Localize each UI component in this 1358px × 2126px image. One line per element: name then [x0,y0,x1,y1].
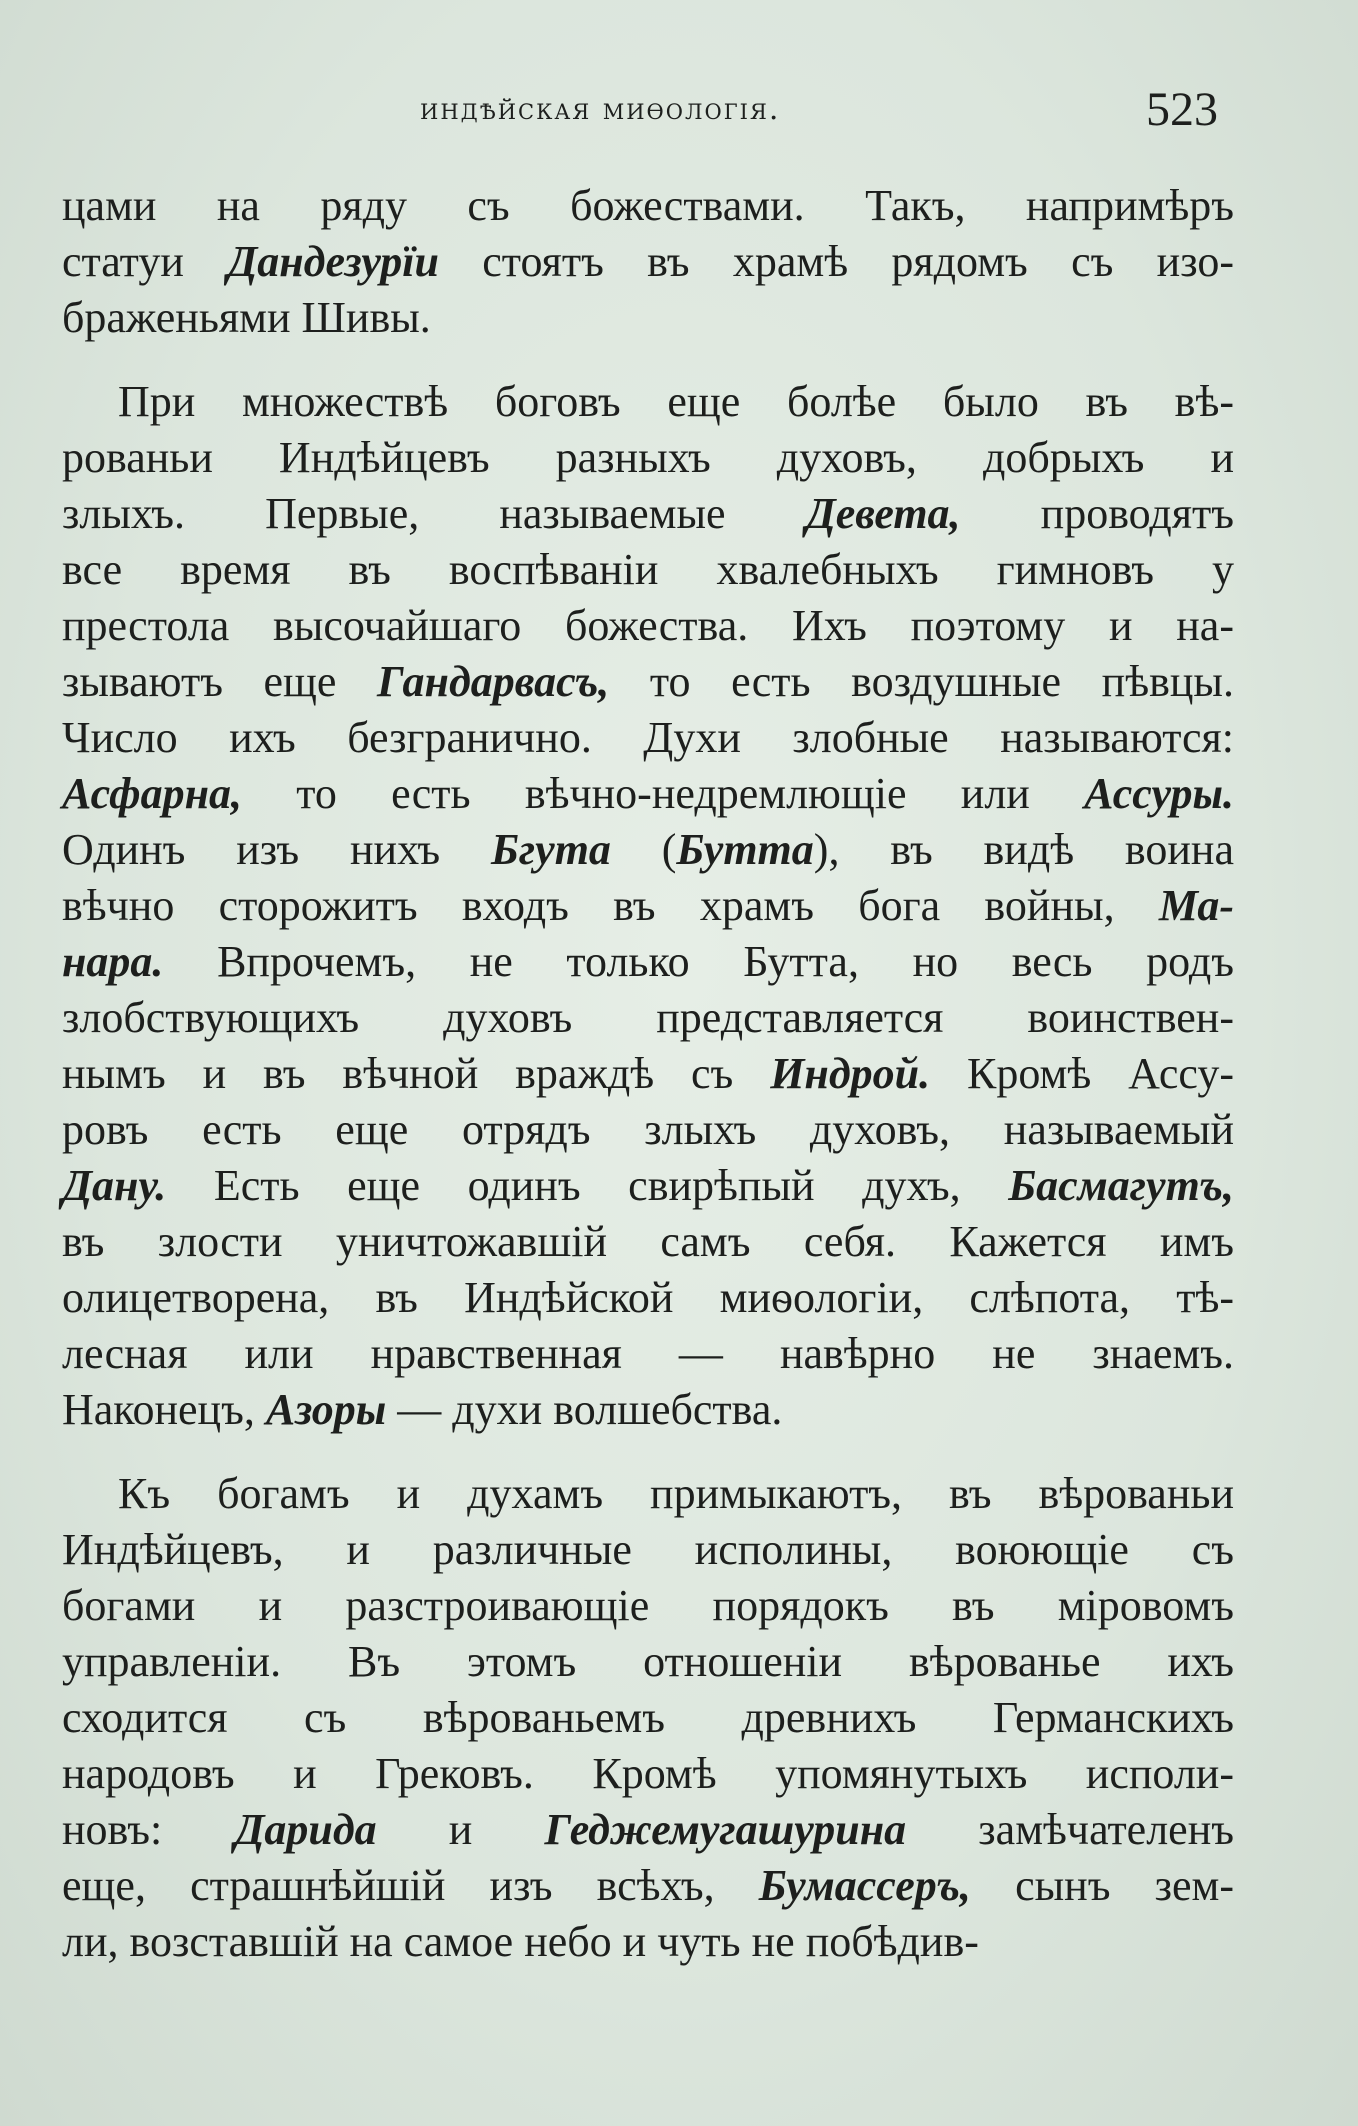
text-segment: престола высочайшаго божества. Ихъ поэтому и на- [62,601,1234,650]
text-segment: ли, возставшій на самое небо и чуть не побѣдив- [62,1917,979,1966]
text-line [62,934,1234,990]
text-line [62,822,1234,878]
text-line [62,1382,1234,1438]
running-head [0,82,1358,136]
text-segment: и [376,1805,545,1854]
emphasized-name: Ма- [1158,881,1234,930]
emphasized-name: Дандезурїи [227,237,439,286]
emphasized-name: Дану. [62,1161,167,1210]
text-line [62,654,1234,710]
emphasized-name: Гандарвасъ, [377,657,610,706]
text-segment: Къ богамъ и духамъ примыкаютъ, въ вѣрованьи [118,1469,1234,1518]
text-line [62,1214,1234,1270]
text-line [62,290,1234,346]
paragraph [62,374,1234,1438]
text-segment: злыхъ. Первые, называемые [62,489,806,538]
text-segment: Есть еще одинъ свирѣпый духъ, [166,1161,1009,1210]
paragraph [62,1466,1234,1970]
text-line [62,990,1234,1046]
text-segment: лесная или нравственная — навѣрно не знаемъ. [62,1329,1234,1378]
text-line [62,1746,1234,1802]
text-segment: замѣчателенъ [906,1805,1234,1854]
text-segment: зываютъ еще [62,657,378,706]
text-line [62,486,1234,542]
text-line [62,1466,1234,1522]
text-line [62,430,1234,486]
paragraph [62,178,1234,346]
text-segment: нымъ и въ вѣчной враждѣ съ [62,1049,771,1098]
text-segment: Наконецъ, [62,1385,266,1434]
text-segment: народовъ и Грековъ. Кромѣ упомянутыхъ исполи- [62,1749,1234,1798]
emphasized-name: Ассуры. [1084,769,1234,818]
text-segment: При множествѣ боговъ еще болѣе было въ вѣ- [118,377,1234,426]
text-segment: Впрочемъ, не только Бутта, но весь родъ [163,937,1234,986]
text-line [62,710,1234,766]
emphasized-name: нара. [62,937,164,986]
text-line [62,1046,1234,1102]
emphasized-name: Бутта [676,825,814,874]
text-segment: богами и разстроивающіе порядокъ въ міровомъ [62,1581,1234,1630]
text-segment: браженьями Шивы. [62,293,431,342]
text-line [62,1914,1234,1970]
text-line [62,1326,1234,1382]
text-line [62,542,1234,598]
text-line [62,766,1234,822]
text-segment: злобствующихъ духовъ представляется воинствен- [62,993,1234,1042]
text-line [62,234,1234,290]
page-number: 523 [1146,83,1218,136]
text-segment: цами на ряду съ божествами. Такъ, напримѣръ [62,181,1234,230]
text-line [62,1270,1234,1326]
text-segment: — духи волшебства. [386,1385,783,1434]
text-line [62,1158,1234,1214]
emphasized-name: Азоры [265,1385,387,1434]
emphasized-name: Асфарна, [62,769,243,818]
emphasized-name: Бгута [490,825,611,874]
text-line [62,598,1234,654]
text-segment: то есть воздушные пѣвцы. [609,657,1234,706]
text-line [62,878,1234,934]
text-segment: Индѣйцевъ, и различные исполины, воюющіе съ [62,1525,1234,1574]
text-segment: вѣчно сторожитъ входъ въ храмъ бога войны, [62,881,1159,930]
text-line [62,1522,1234,1578]
text-line [62,1634,1234,1690]
text-segment: сходится съ вѣрованьемъ древнихъ Германскихъ [62,1693,1234,1742]
text-segment: проводятъ [960,489,1235,538]
text-segment: все время въ воспѣваніи хвалебныхъ гимновъ у [62,545,1234,594]
text-segment: еще, страшнѣйшій изъ всѣхъ, [62,1861,759,1910]
text-segment: сынъ зем- [970,1861,1234,1910]
text-segment: рованьи Индѣйцевъ разныхъ духовъ, добрыхъ и [62,433,1234,482]
emphasized-name: Индрой. [770,1049,931,1098]
emphasized-name: Басмагутъ, [1008,1161,1234,1210]
running-title: индѣйская миѳологія. [420,92,781,127]
paragraph-gap [62,346,1234,374]
text-segment: въ злости уничтожавшій самъ себя. Кажется имъ [62,1217,1234,1266]
text-segment: Число ихъ безгранично. Духи злобные называются: [62,713,1234,762]
text-segment: ( [610,825,677,874]
emphasized-name: Бумассеръ, [758,1861,971,1910]
body-text [62,178,1234,1970]
text-segment: ), въ видѣ воина [813,825,1235,874]
text-line [62,1578,1234,1634]
text-segment: Одинъ изъ нихъ [62,825,491,874]
text-segment: статуи [62,237,228,286]
text-line [62,1690,1234,1746]
paragraph-gap [62,1438,1234,1466]
emphasized-name: Геджемугашурина [544,1805,907,1854]
text-segment: Кромѣ Ассу- [930,1049,1234,1098]
text-line [62,1858,1234,1914]
text-segment: то есть вѣчно-недремлющіе или [242,769,1085,818]
emphasized-name: Девета, [805,489,961,538]
text-segment: новъ: [62,1805,235,1854]
text-line [62,1802,1234,1858]
emphasized-name: Дарида [234,1805,377,1854]
text-segment: стоятъ въ храмѣ рядомъ съ изо- [438,237,1234,286]
text-segment: олицетворена, въ Индѣйской миѳологіи, слѣпота, тѣ- [62,1273,1234,1322]
text-segment: управленіи. Въ этомъ отношеніи вѣрованье ихъ [62,1637,1234,1686]
text-line [62,178,1234,234]
text-line [62,374,1234,430]
text-line [62,1102,1234,1158]
text-segment: ровъ есть еще отрядъ злыхъ духовъ, называемый [62,1105,1234,1154]
